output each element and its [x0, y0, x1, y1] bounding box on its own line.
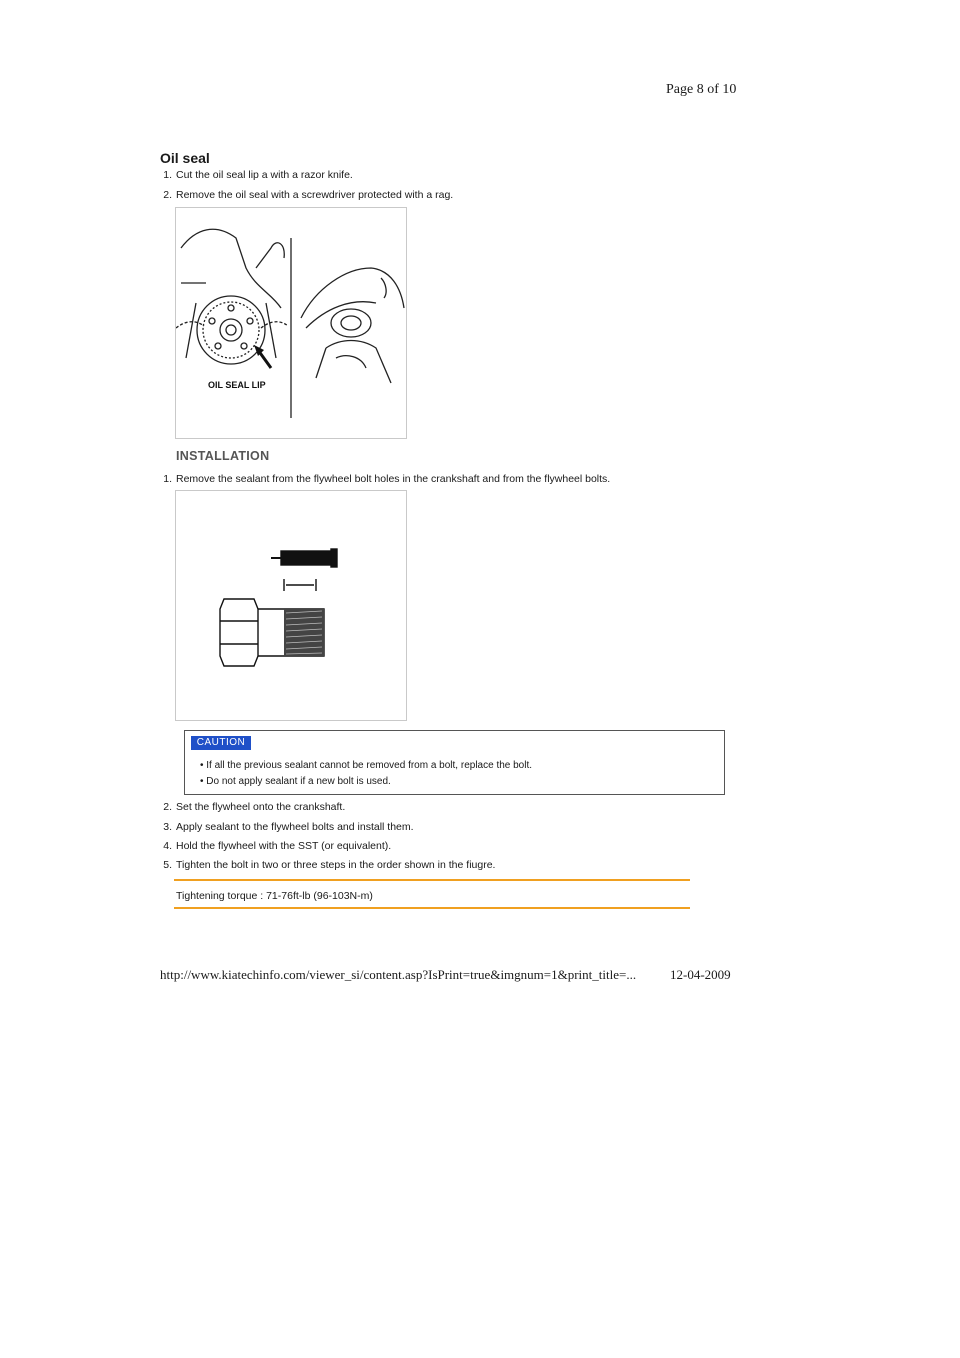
section-title-oil-seal: Oil seal — [160, 150, 210, 166]
caution-box — [184, 730, 725, 795]
footer-date: 12-04-2009 — [670, 967, 731, 982]
tightening-torque: Tightening torque : 71-76ft-lb (96-103N-m) — [176, 890, 373, 902]
step-text: Set the flywheel onto the crankshaft. — [176, 801, 346, 813]
page-number: Page 8 of 10 — [666, 82, 737, 97]
step-number: 1. — [163, 473, 172, 485]
caution-badge: CAUTION — [191, 736, 251, 750]
caution-item-2: • Do not apply sealant if a new bolt is used. — [200, 776, 391, 787]
step-number: 3. — [163, 821, 172, 833]
installation-step-2 — [158, 801, 345, 813]
oil-seal-illustration — [176, 208, 406, 438]
bolt-sealant-illustration — [176, 491, 406, 720]
step-text: Apply sealant to the flywheel bolts and install them. — [176, 821, 414, 833]
step-number: 5. — [163, 859, 172, 871]
oil-seal-step-1 — [158, 169, 353, 181]
step-text: Remove the oil seal with a screwdriver protected with a rag. — [176, 189, 454, 201]
step-number: 4. — [163, 840, 172, 852]
oil-seal-lip-label: OIL SEAL LIP — [208, 380, 266, 390]
installation-step-3 — [158, 821, 414, 833]
step-text: Remove the sealant from the flywheel bolt holes in the crankshaft and from the flywheel bolts. — [176, 473, 611, 485]
torque-rule-bottom — [174, 907, 690, 909]
step-text: Tighten the bolt in two or three steps in the order shown in the fiugre. — [176, 859, 496, 871]
step-text: Cut the oil seal lip a with a razor knife. — [176, 169, 353, 181]
step-number: 1. — [163, 169, 172, 181]
installation-step-4 — [158, 840, 391, 852]
installation-step-5 — [158, 859, 495, 871]
oil-seal-step-2 — [158, 189, 453, 201]
oil-seal-removal-figure — [175, 207, 407, 439]
flywheel-bolt-figure — [175, 490, 407, 721]
installation-step-1 — [158, 473, 610, 485]
caution-item-1: • If all the previous sealant cannot be removed from a bolt, replace the bolt. — [200, 760, 533, 771]
step-number: 2. — [163, 189, 172, 201]
step-text: Hold the flywheel with the SST (or equivalent). — [176, 840, 392, 852]
footer-url: http://www.kiatechinfo.com/viewer_si/content.asp?IsPrint=true&imgnum=1&print_title=... — [160, 967, 637, 982]
section-title-installation: INSTALLATION — [176, 449, 270, 463]
torque-rule-top — [174, 879, 690, 881]
step-number: 2. — [163, 801, 172, 813]
